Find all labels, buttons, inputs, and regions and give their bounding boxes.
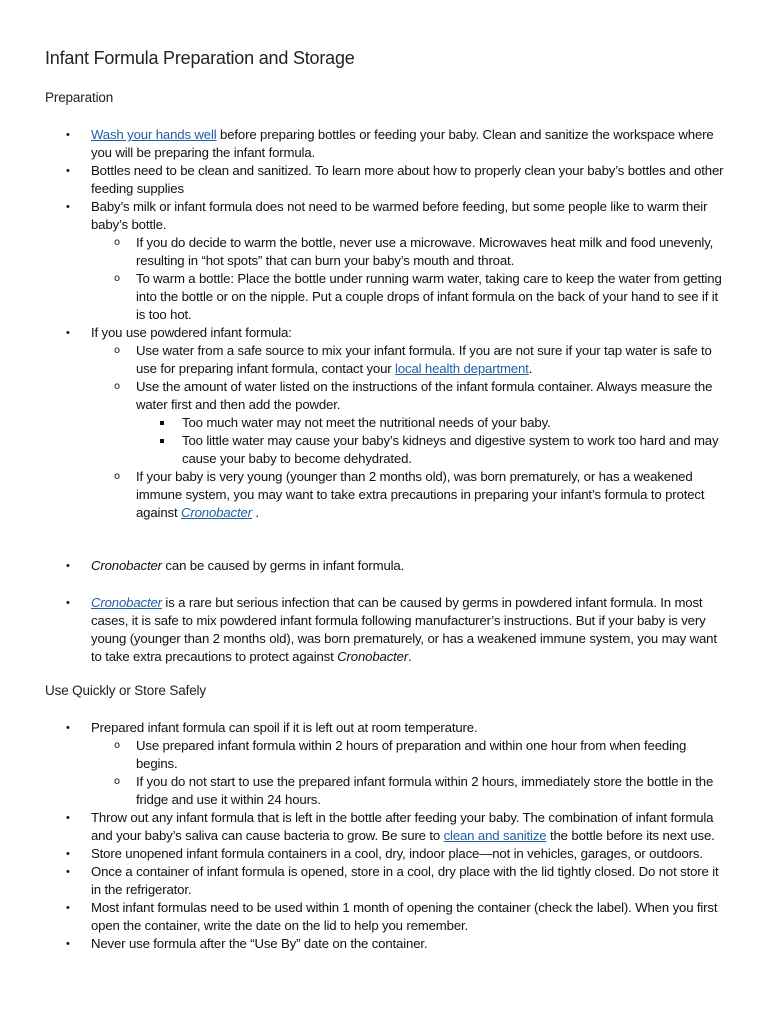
list-item: • Once a container of infant formula is opened, store in a cool, dry place with the lid tightly closed. Do not store it in the refrigerator. — [0, 863, 768, 899]
wash-hands-link[interactable]: Wash your hands well — [91, 127, 217, 142]
cronobacter-info-link[interactable]: Cronobacter — [91, 595, 162, 610]
list-item: • Most infant formulas need to be used within 1 month of opening the container (check the label). When you first open the container, write the date on the lid to help you remember. — [0, 899, 768, 935]
preparation-list — [0, 126, 768, 522]
list-item: o Use prepared infant formula within 2 hours of preparation and within one hour from when feeding begins. — [0, 737, 768, 773]
list-item: o If you do decide to warm the bottle, never use a microwave. Microwaves heat milk and food unevenly, resulting in “hot spots” that can burn your baby’s mouth and throat. — [0, 234, 768, 270]
list-item: o If your baby is very young (younger than 2 months old), was born prematurely, or has a weakened immune system, you may want to take extra precautions in preparing your infant’s formula to protect against Cronobacter . — [0, 468, 768, 522]
preparation-heading: Preparation — [45, 90, 114, 105]
storage-list — [0, 719, 768, 953]
list-item: • Store unopened infant formula containers in a cool, dry, indoor place—not in vehicles, garages, or outdoors. — [0, 845, 768, 863]
list-item: o Use water from a safe source to mix your infant formula. If you are not sure if your tap water is safe to use for preparing infant formula, contact your local health department. — [0, 342, 768, 378]
list-item: • Cronobacter is a rare but serious infection that can be caused by germs in powdered infant formula. In most cases, it is safe to mix powdered infant formula following manufacturer’s instructions. But if your baby is very young (younger than 2 months old), was born prematurely, or has a weakened immune system, you may want to take extra precautions to protect against Cronobacter. — [0, 594, 768, 666]
list-item: Too much water may not meet the nutritional needs of your baby. — [0, 414, 768, 432]
list-item: • If you use powdered infant formula: o Use water from a safe source to mix your infant formula. If you are not sure if your tap water is safe to use for preparing infant formula, contact your local health department. o Use the amount of water listed on the instructions of the infant formula container. Always measure the water first and then add the powder. Too much water may not meet the nutritional needs of your baby. Too little water may cause your baby’s kidneys and digestive system to work too hard and may cause your baby to become dehydrated. o If your baby is very young (younger than 2 months old), was born prematurely, or has a weakened immune system, you may want to take extra precautions in preparing your infant’s formula to protect against Cronobacter . — [0, 324, 768, 522]
cronobacter-link[interactable]: Cronobacter — [181, 505, 252, 520]
local-health-department-link[interactable]: local health department — [395, 361, 529, 376]
list-item: o Use the amount of water listed on the instructions of the infant formula container. Always measure the water first and then add the powder. Too much water may not meet the nutritional needs of your baby. Too little water may cause your baby’s kidneys and digestive system to work too hard and may cause your baby to become dehydrated. — [0, 378, 768, 468]
list-item: o If you do not start to use the prepared infant formula within 2 hours, immediately store the bottle in the fridge and use it within 24 hours. — [0, 773, 768, 809]
list-item: • Baby’s milk or infant formula does not need to be warmed before feeding, but some people like to warm their baby’s bottle. o If you do decide to warm the bottle, never use a microwave. Microwaves heat milk and food unevenly, resulting in “hot spots” that can burn your baby’s mouth and throat. o To warm a bottle: Place the bottle under running warm water, taking care to keep the water from getting into the bottle or on the nipple. Put a couple drops of infant formula on the back of your hand to see if it is too hot. — [0, 198, 768, 324]
cronobacter-note-list — [0, 557, 768, 575]
cronobacter-info-list — [0, 594, 768, 666]
list-item: • Prepared infant formula can spoil if it is left out at room temperature. o Use prepared infant formula within 2 hours of preparation and within one hour from when feeding begins. o If you do not start to use the prepared infant formula within 2 hours, immediately store the bottle in the fridge and use it within 24 hours. — [0, 719, 768, 809]
clean-and-sanitize-link[interactable]: clean and sanitize — [443, 828, 547, 843]
list-item: • Never use formula after the “Use By” date on the container. — [0, 935, 768, 953]
list-item: • Bottles need to be clean and sanitized. To learn more about how to properly clean your baby’s bottles and other feeding supplies — [0, 162, 768, 198]
list-item: Too little water may cause your baby’s kidneys and digestive system to work too hard and may cause your baby to become dehydrated. — [0, 432, 768, 468]
list-item: • Wash your hands well before preparing bottles or feeding your baby. Clean and sanitize the workspace where you will be preparing the infant formula. — [0, 126, 768, 162]
list-item: o To warm a bottle: Place the bottle under running warm water, taking care to keep the water from getting into the bottle or on the nipple. Put a couple drops of infant formula on the back of your hand to see if it is too hot. — [0, 270, 768, 324]
list-item: • Throw out any infant formula that is left in the bottle after feeding your baby. The combination of infant formula and your baby’s saliva can cause bacteria to grow. Be sure to clean and sanitize the bottle before its next use. — [0, 809, 768, 845]
list-item: • Cronobacter can be caused by germs in infant formula. — [0, 557, 768, 575]
storage-heading: Use Quickly or Store Safely — [45, 683, 207, 698]
page-title: Infant Formula Preparation and Storage — [45, 48, 355, 68]
